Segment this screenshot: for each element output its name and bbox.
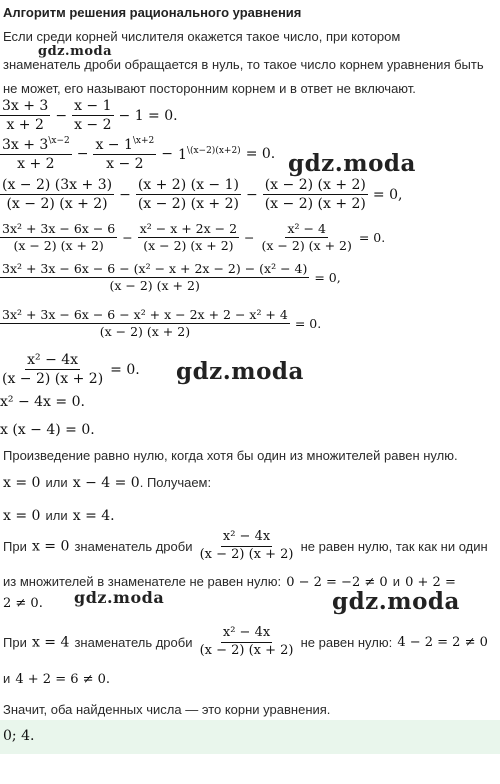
product-text: Произведение равно нулю, когда хотя бы один из множителей равен нулю. xyxy=(3,448,458,463)
check-x0-line-3: 2 ≠ 0. xyxy=(3,596,43,611)
watermark: gdz.moda xyxy=(176,358,304,385)
answer-value: 0; 4. xyxy=(3,728,35,744)
watermark: gdz.moda xyxy=(288,150,416,177)
check-x4-line-1: При x = 4 знаменатель дроби $\frac{\text{x² − 4x}}{(x - 2) (x + 2)}$ не равен нулю: 4 − 2 = 2 ≠ 0 xyxy=(3,625,488,658)
check-x0-line-2: из множителей в знаменателе не равен нулю: 0 − 2 = −2 ≠ 0 и 0 + 2 = xyxy=(3,574,456,590)
equation-7: $\frac{\text{x² − 4x}}{(x - 2) (x + 2)}$ = 0. xyxy=(2,352,140,388)
roots-line: x = 0 или x = 4. xyxy=(3,508,115,524)
intro-line-1: Если среди корней числителя окажется такое число, при котором xyxy=(3,29,401,44)
answer-box xyxy=(0,720,500,754)
watermark: gdz.moda xyxy=(332,588,460,615)
page-title: Алгоритм решения рационального уравнения xyxy=(3,5,302,20)
equation-9: x (x − 4) = 0. xyxy=(0,422,95,438)
conclusion-text: Значит, оба найденных числа — это корни уравнения. xyxy=(3,702,331,717)
equation-6: $\frac{\text{3x² + 3x − 6x − 6 − x² + x − 2x + 2 − x² + 4}}{(x - 2) (x + 2)}$ = 0. xyxy=(2,307,322,340)
intro-line-3: не может, его называют посторонним корнем и в ответ не включают. xyxy=(3,81,416,96)
equation-8: x² − 4x = 0. xyxy=(0,394,85,410)
equation-5: $\frac{\text{3x² + 3x − 6x − 6 − (x² − x + 2x − 2) − (x² − 4)}}{(x - 2) (x + 2)}$ = 0, xyxy=(2,261,341,294)
equation-2: $\frac{3x + 3^{\backslash x-2}}{x + 2}$ − $\frac{x - 1^{\backslash x+2}}{x - 2}$ − $1^{\backslash(x-2)(x+2)} = 0$. xyxy=(2,136,276,173)
watermark: gdz.moda xyxy=(38,44,113,59)
equation-3: $\frac{(x - 2) (3x + 3)}{(x - 2) (x + 2)}$ − $\frac{(x + 2) (x - 1)}{(x - 2) (x + 2)}$ − $\frac{(x - 2) (x + 2)}{(x - 2) (x + 2)}$ = 0, xyxy=(2,177,403,213)
watermark: gdz.moda xyxy=(74,588,165,607)
check-x4-line-2: и 4 + 2 = 6 ≠ 0. xyxy=(3,671,111,687)
cases-line: x = 0 или x − 4 = 0. Получаем: xyxy=(3,475,212,491)
equation-4: $\frac{\text{3x² + 3x − 6x − 6}}{(x - 2) (x + 2)}$ − $\frac{\text{x² − x + 2x − 2}}{(x - 2) (x + 2)}$ − $\frac{\text{x² − 4}}{(x - 2) (x + 2)}$ = 0. xyxy=(2,221,386,254)
check-x0-line-1: При x = 0 знаменатель дроби $\frac{\text{x² − 4x}}{(x - 2) (x + 2)}$ не равен нулю, так как ни один xyxy=(3,529,488,562)
equation-1: $\frac{3x + 3}{x + 2}$ − $\frac{x - 1}{x - 2}$ − 1 = 0. xyxy=(2,98,178,134)
intro-line-2: знаменатель дроби обращается в нуль, то такое число корнем уравнения быть xyxy=(3,57,484,72)
